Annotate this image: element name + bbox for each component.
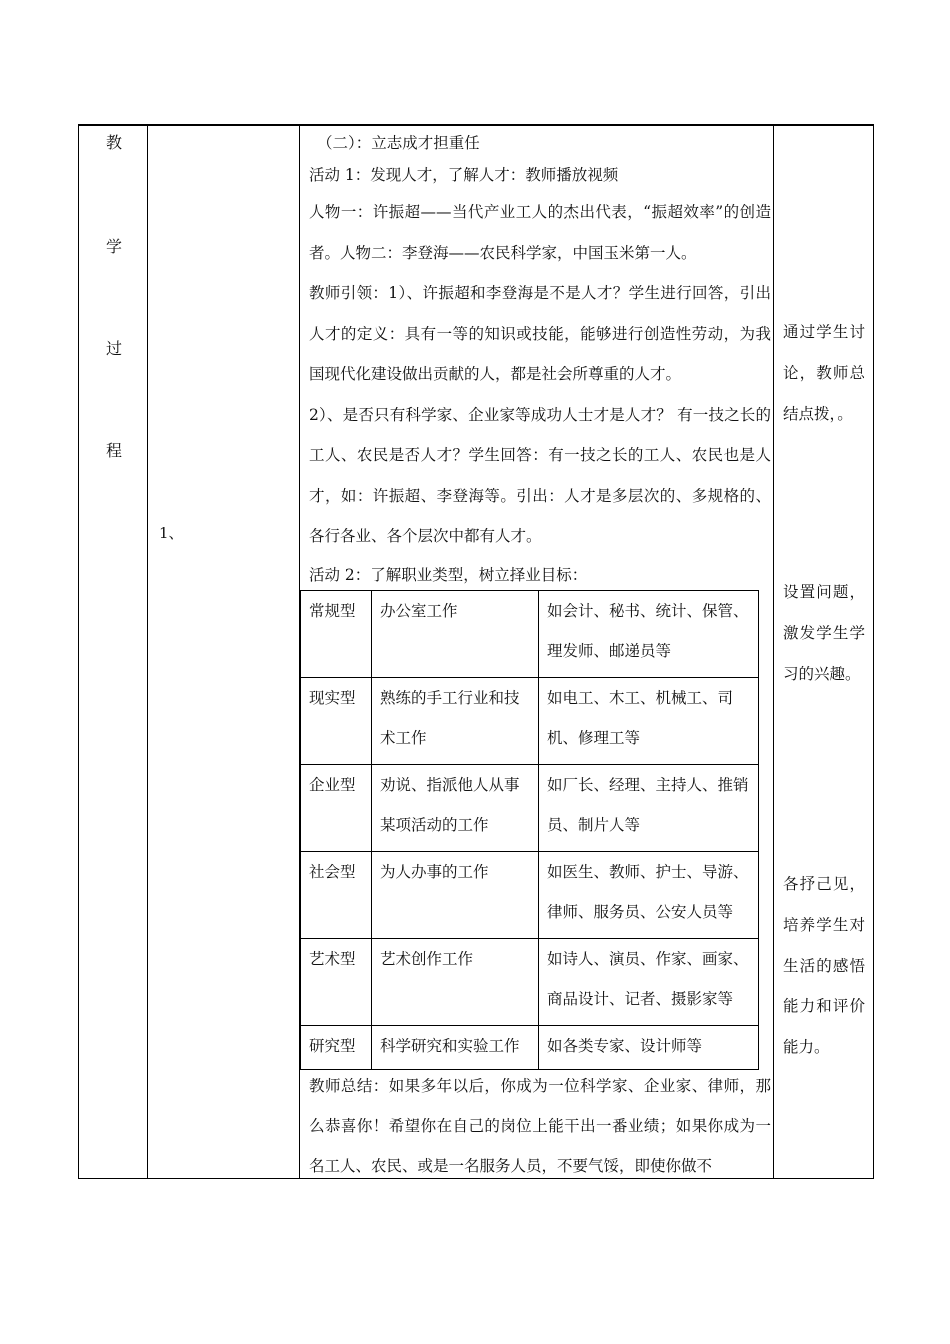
column-divider: [147, 126, 148, 1178]
career-type: 企业型: [301, 764, 372, 851]
paragraph-talent-levels: 2）、是否只有科学家、企业家等成功人士才是人才？ 有一技之长的工人、农民是否人才？学生回答：有一技之长的工人、农民也是人才，如：许振超、李登海等。引出：人才是多层次的、多规格的、各行各业、各个层次中都有人才。: [309, 405, 771, 545]
design-remark: 通过学生讨论，教师总结点拨，。: [783, 323, 865, 423]
career-work: 为人办事的工作: [372, 851, 539, 938]
career-type: 艺术型: [301, 938, 372, 1025]
teaching-content: [309, 128, 771, 593]
table-row: [301, 851, 759, 938]
design-remark: 各抒己见，培养学生对生活的感悟能力和评价能力。: [783, 875, 865, 1057]
career-examples: 如厂长、经理、主持人、推销员、制片人等: [539, 764, 759, 851]
table-row: [301, 591, 759, 678]
career-work: 科学研究和实验工作: [372, 1025, 539, 1069]
career-examples: 如各类专家、设计师等: [539, 1025, 759, 1069]
stage-char: 教: [105, 133, 122, 152]
career-examples: 如诗人、演员、作家、画家、商品设计、记者、摄影家等: [539, 938, 759, 1025]
career-type: 现实型: [301, 677, 372, 764]
lesson-plan-table: [78, 124, 874, 1179]
paragraph-talent-definition: 教师引领：1）、许振超和李登海是不是人才？学生进行回答，引出人才的定义：具有一等的知识或技能，能够进行创造性劳动，为我国现代化建设做出贡献的人，都是社会所尊重的人才。: [309, 284, 771, 383]
activity-2-title: 活动 2：了解职业类型，树立择业目标：: [309, 565, 588, 584]
career-work: 艺术创作工作: [372, 938, 539, 1025]
section-title: （二）：立志成才担重任: [317, 134, 480, 152]
stage-char: 程: [105, 441, 122, 460]
step-label: 1、: [159, 524, 184, 542]
table-row: [301, 1025, 759, 1069]
career-type: 常规型: [301, 591, 372, 678]
table-row: [301, 938, 759, 1025]
table-row: [301, 764, 759, 851]
career-type-table: [300, 590, 759, 1070]
career-work: 劝说、指派他人从事某项活动的工作: [372, 764, 539, 851]
career-examples: 如会计、秘书、统计、保管、理发师、邮递员等: [539, 591, 759, 678]
table-row: [301, 677, 759, 764]
stage-char: 过: [105, 339, 122, 358]
summary-text: 教师总结：如果多年以后，你成为一位科学家、企业家、律师，那么恭喜你！希望你在自己的岗位上能干出一番业绩；如果你成为一名工人、农民、或是一名服务人员，不要气馁，即使你做不: [309, 1077, 771, 1176]
teacher-summary: [309, 1066, 771, 1187]
career-work: 办公室工作: [372, 591, 539, 678]
career-type: 社会型: [301, 851, 372, 938]
activity-1-title: 活动 1：发现人才，了解人才：教师播放视频: [309, 166, 619, 184]
design-remark: 设置问题，激发学生学习的兴趣。: [783, 583, 865, 683]
career-work: 熟练的手工行业和技术工作: [372, 677, 539, 764]
career-examples: 如医生、教师、护士、导游、律师、服务员、公安人员等: [539, 851, 759, 938]
column-divider: [773, 126, 774, 1178]
career-examples: 如电工、木工、机械工、司机、修理工等: [539, 677, 759, 764]
paragraph-figures: 人物一：许振超——当代产业工人的杰出代表，“振超效率”的创造者。人物二：李登海——农民科学家，中国玉米第一人。: [309, 203, 771, 262]
career-type: 研究型: [301, 1025, 372, 1069]
stage-char: 学: [105, 237, 122, 256]
